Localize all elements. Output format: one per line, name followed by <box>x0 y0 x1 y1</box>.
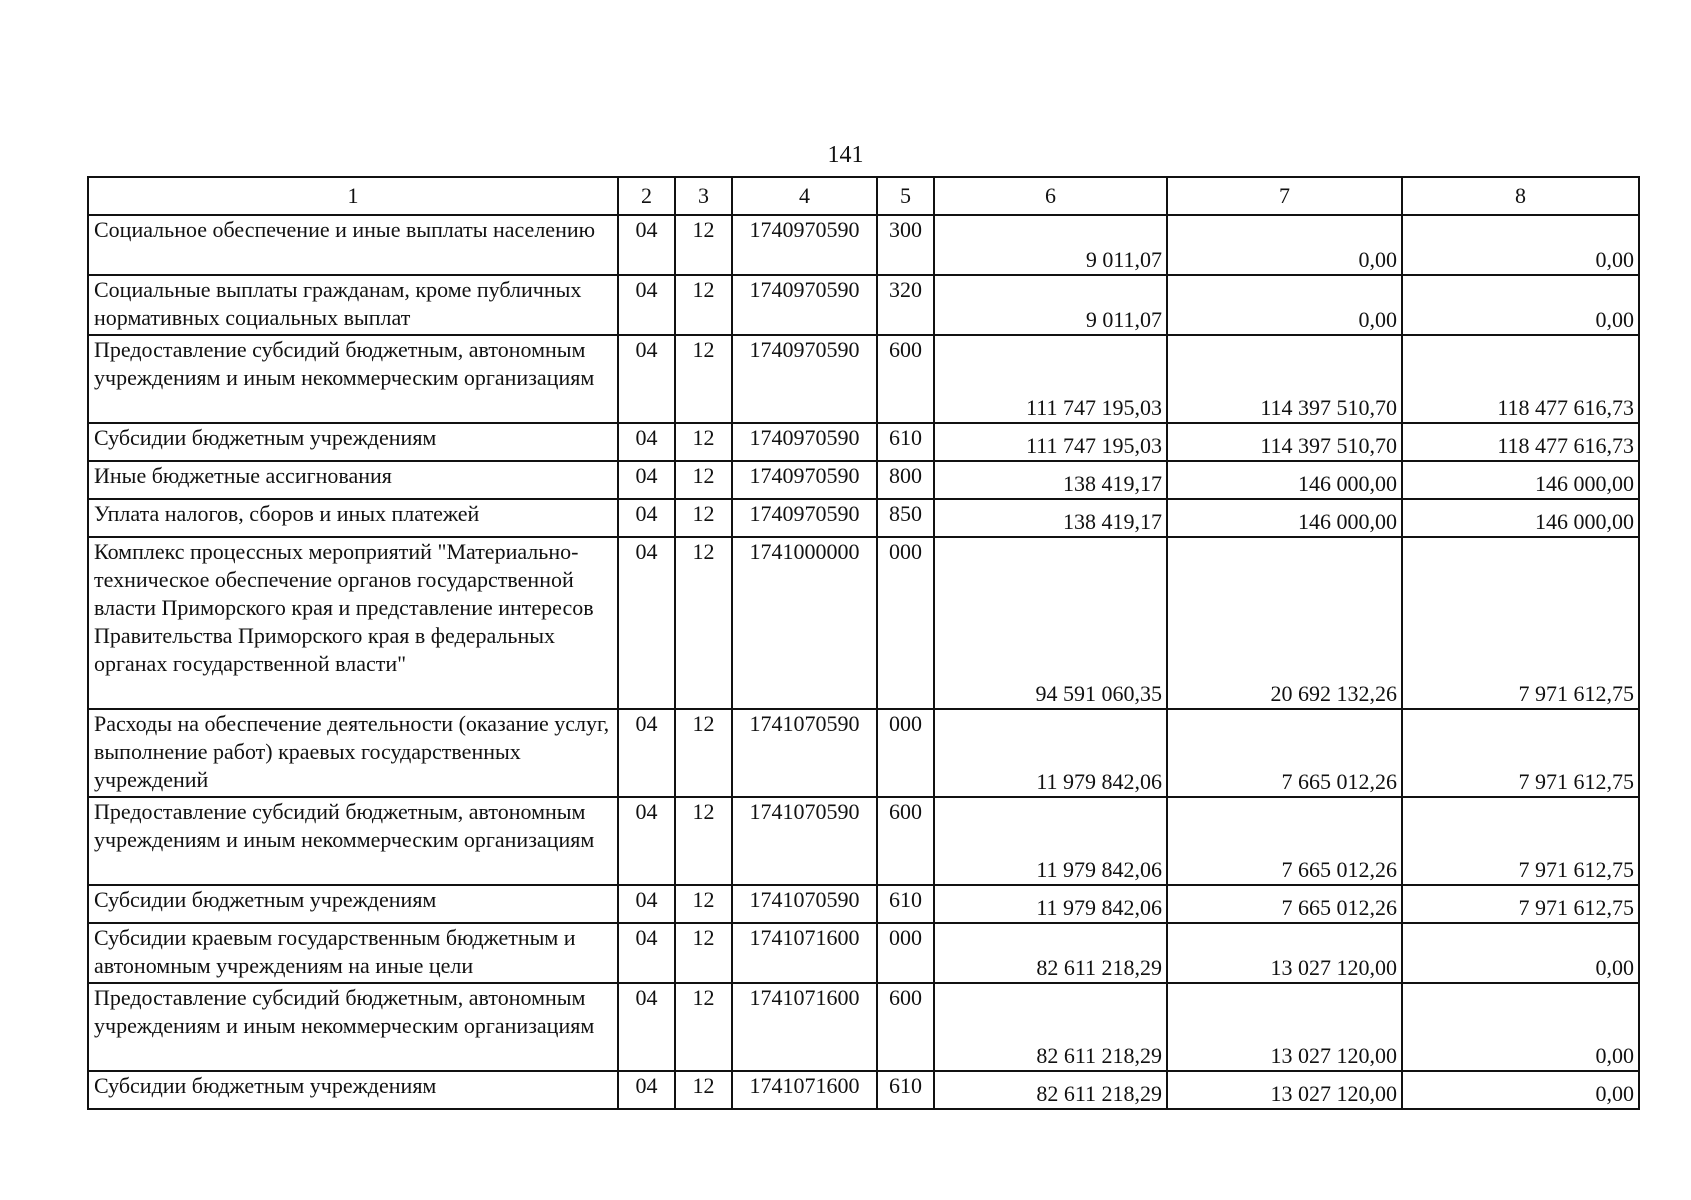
subsection-code-cell: 12 <box>675 923 732 983</box>
amount-col7-cell: 20 692 132,26 <box>1167 537 1402 709</box>
expense-type-cell: 600 <box>877 335 934 423</box>
section-code-cell: 04 <box>618 709 675 797</box>
expense-name-cell: Предоставление субсидий бюджетным, автономным учреждениям и иным некоммерческим организациям <box>88 797 618 885</box>
target-article-cell: 1740970590 <box>732 275 877 335</box>
expense-type-cell: 000 <box>877 923 934 983</box>
column-header-1: 1 <box>88 177 618 215</box>
amount-col6-cell: 138 419,17 <box>934 461 1167 499</box>
amount-col6-cell: 138 419,17 <box>934 499 1167 537</box>
expense-type-cell: 800 <box>877 461 934 499</box>
amount-col6-cell: 9 011,07 <box>934 215 1167 275</box>
column-header-4: 4 <box>732 177 877 215</box>
section-code-cell: 04 <box>618 423 675 461</box>
amount-col7-cell: 0,00 <box>1167 275 1402 335</box>
column-header-3: 3 <box>675 177 732 215</box>
amount-col7-cell: 7 665 012,26 <box>1167 797 1402 885</box>
expense-type-cell: 610 <box>877 885 934 923</box>
amount-col7-cell: 146 000,00 <box>1167 461 1402 499</box>
subsection-code-cell: 12 <box>675 709 732 797</box>
amount-col7-cell: 13 027 120,00 <box>1167 983 1402 1071</box>
table-row <box>88 537 1639 709</box>
amount-col6-cell: 111 747 195,03 <box>934 423 1167 461</box>
subsection-code-cell: 12 <box>675 885 732 923</box>
section-code-cell: 04 <box>618 1071 675 1109</box>
expense-name-cell: Иные бюджетные ассигнования <box>88 461 618 499</box>
subsection-code-cell: 12 <box>675 537 732 709</box>
expense-name-cell: Субсидии бюджетным учреждениям <box>88 1071 618 1109</box>
section-code-cell: 04 <box>618 797 675 885</box>
subsection-code-cell: 12 <box>675 1071 732 1109</box>
subsection-code-cell: 12 <box>675 215 732 275</box>
section-code-cell: 04 <box>618 923 675 983</box>
target-article-cell: 1741071600 <box>732 923 877 983</box>
amount-col8-cell: 0,00 <box>1402 215 1639 275</box>
expense-type-cell: 000 <box>877 537 934 709</box>
expense-name-cell: Социальные выплаты гражданам, кроме публичных нормативных социальных выплат <box>88 275 618 335</box>
column-header-5: 5 <box>877 177 934 215</box>
expense-name-cell: Субсидии бюджетным учреждениям <box>88 423 618 461</box>
amount-col8-cell: 146 000,00 <box>1402 499 1639 537</box>
expense-name-cell: Уплата налогов, сборов и иных платежей <box>88 499 618 537</box>
amount-col8-cell: 7 971 612,75 <box>1402 709 1639 797</box>
expense-type-cell: 600 <box>877 983 934 1071</box>
column-header-6: 6 <box>934 177 1167 215</box>
table-row <box>88 923 1639 983</box>
amount-col7-cell: 146 000,00 <box>1167 499 1402 537</box>
table-row <box>88 1071 1639 1109</box>
subsection-code-cell: 12 <box>675 797 732 885</box>
target-article-cell: 1741000000 <box>732 537 877 709</box>
expense-name-cell: Предоставление субсидий бюджетным, автономным учреждениям и иным некоммерческим организациям <box>88 983 618 1071</box>
amount-col6-cell: 11 979 842,06 <box>934 885 1167 923</box>
amount-col8-cell: 0,00 <box>1402 983 1639 1071</box>
amount-col6-cell: 82 611 218,29 <box>934 983 1167 1071</box>
expense-type-cell: 320 <box>877 275 934 335</box>
amount-col8-cell: 7 971 612,75 <box>1402 537 1639 709</box>
expense-name-cell: Расходы на обеспечение деятельности (оказание услуг, выполнение работ) краевых государственных учреждений <box>88 709 618 797</box>
expense-name-cell: Субсидии краевым государственным бюджетным и автономным учреждениям на иные цели <box>88 923 618 983</box>
expense-name-cell: Субсидии бюджетным учреждениям <box>88 885 618 923</box>
target-article-cell: 1740970590 <box>732 461 877 499</box>
section-code-cell: 04 <box>618 461 675 499</box>
table-row <box>88 797 1639 885</box>
amount-col8-cell: 118 477 616,73 <box>1402 335 1639 423</box>
section-code-cell: 04 <box>618 983 675 1071</box>
table-row <box>88 461 1639 499</box>
header-row <box>88 177 1639 215</box>
section-code-cell: 04 <box>618 335 675 423</box>
amount-col6-cell: 82 611 218,29 <box>934 1071 1167 1109</box>
expense-name-cell: Комплекс процессных мероприятий "Материально-техническое обеспечение органов государственной власти Приморского края и представление интересов Правительства Приморского края в федеральных органах государственной власти" <box>88 537 618 709</box>
amount-col7-cell: 7 665 012,26 <box>1167 709 1402 797</box>
expense-type-cell: 000 <box>877 709 934 797</box>
table-row <box>88 423 1639 461</box>
target-article-cell: 1740970590 <box>732 423 877 461</box>
section-code-cell: 04 <box>618 275 675 335</box>
expense-type-cell: 610 <box>877 1071 934 1109</box>
table-row <box>88 335 1639 423</box>
amount-col6-cell: 82 611 218,29 <box>934 923 1167 983</box>
amount-col6-cell: 11 979 842,06 <box>934 797 1167 885</box>
expense-type-cell: 300 <box>877 215 934 275</box>
amount-col6-cell: 9 011,07 <box>934 275 1167 335</box>
column-header-8: 8 <box>1402 177 1639 215</box>
table-body <box>88 215 1639 1109</box>
amount-col8-cell: 7 971 612,75 <box>1402 797 1639 885</box>
expense-type-cell: 600 <box>877 797 934 885</box>
target-article-cell: 1740970590 <box>732 215 877 275</box>
target-article-cell: 1740970590 <box>732 499 877 537</box>
target-article-cell: 1741071600 <box>732 983 877 1071</box>
amount-col6-cell: 94 591 060,35 <box>934 537 1167 709</box>
table-row <box>88 499 1639 537</box>
target-article-cell: 1741070590 <box>732 885 877 923</box>
subsection-code-cell: 12 <box>675 335 732 423</box>
page-number: 141 <box>827 142 864 168</box>
amount-col7-cell: 0,00 <box>1167 215 1402 275</box>
target-article-cell: 1741070590 <box>732 709 877 797</box>
amount-col6-cell: 111 747 195,03 <box>934 335 1167 423</box>
table-row <box>88 983 1639 1071</box>
expense-type-cell: 850 <box>877 499 934 537</box>
table-row <box>88 275 1639 335</box>
expense-name-cell: Социальное обеспечение и иные выплаты населению <box>88 215 618 275</box>
section-code-cell: 04 <box>618 885 675 923</box>
subsection-code-cell: 12 <box>675 983 732 1071</box>
amount-col7-cell: 13 027 120,00 <box>1167 923 1402 983</box>
amount-col8-cell: 0,00 <box>1402 1071 1639 1109</box>
subsection-code-cell: 12 <box>675 423 732 461</box>
column-header-2: 2 <box>618 177 675 215</box>
subsection-code-cell: 12 <box>675 461 732 499</box>
amount-col8-cell: 7 971 612,75 <box>1402 885 1639 923</box>
amount-col6-cell: 11 979 842,06 <box>934 709 1167 797</box>
column-header-7: 7 <box>1167 177 1402 215</box>
amount-col8-cell: 0,00 <box>1402 275 1639 335</box>
target-article-cell: 1741070590 <box>732 797 877 885</box>
amount-col7-cell: 114 397 510,70 <box>1167 423 1402 461</box>
amount-col8-cell: 0,00 <box>1402 923 1639 983</box>
table-row <box>88 709 1639 797</box>
amount-col7-cell: 13 027 120,00 <box>1167 1071 1402 1109</box>
section-code-cell: 04 <box>618 499 675 537</box>
amount-col7-cell: 7 665 012,26 <box>1167 885 1402 923</box>
amount-col8-cell: 146 000,00 <box>1402 461 1639 499</box>
amount-col8-cell: 118 477 616,73 <box>1402 423 1639 461</box>
subsection-code-cell: 12 <box>675 499 732 537</box>
subsection-code-cell: 12 <box>675 275 732 335</box>
target-article-cell: 1740970590 <box>732 335 877 423</box>
expense-name-cell: Предоставление субсидий бюджетным, автономным учреждениям и иным некоммерческим организациям <box>88 335 618 423</box>
expense-type-cell: 610 <box>877 423 934 461</box>
section-code-cell: 04 <box>618 537 675 709</box>
target-article-cell: 1741071600 <box>732 1071 877 1109</box>
budget-table <box>87 176 1640 1110</box>
table-row <box>88 215 1639 275</box>
amount-col7-cell: 114 397 510,70 <box>1167 335 1402 423</box>
section-code-cell: 04 <box>618 215 675 275</box>
table-row <box>88 885 1639 923</box>
